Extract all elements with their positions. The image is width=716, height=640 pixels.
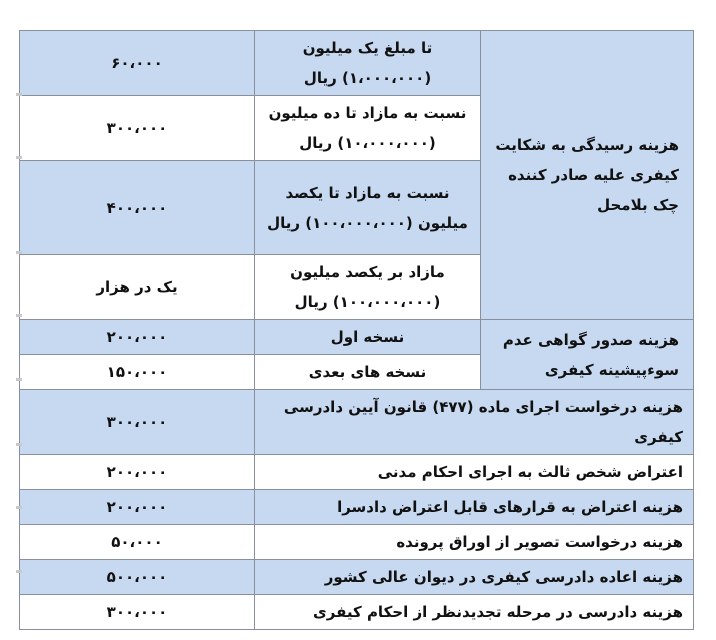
desc-cell: نسخه اول [255,320,481,355]
desc-cell: هزینه درخواست تصویر از اوراق پرونده [255,525,694,560]
desc-cell: هزینه درخواست اجرای ماده (۴۷۷) قانون آیین دادرسی کیفری [255,390,694,455]
amount-cell: ۲۰۰،۰۰۰ [20,490,255,525]
amount-cell: ۳۰۰،۰۰۰ [20,595,255,630]
amount-cell: ۴۰۰،۰۰۰ [20,161,255,255]
amount-cell: یک در هزار [20,255,255,320]
amount-cell: ۵۰،۰۰۰ [20,525,255,560]
row-marker [16,314,22,317]
fee-table [19,30,694,630]
desc-cell: تا مبلغ یک میلیون (۱،۰۰۰،۰۰۰) ریال [255,31,481,96]
desc-cell: نسخه های بعدی [255,355,481,390]
category-cell: هزینه رسیدگی به شکایت کیفری علیه صادر کننده چک بلامحل [481,31,694,320]
desc-cell: هزینه دادرسی در مرحله تجدیدنظر از احکام کیفری [255,595,694,630]
table-row [20,390,694,455]
desc-cell: نسبت به مازاد تا یکصد میلیون (۱۰۰،۰۰۰،۰۰۰) ریال [255,161,481,255]
table-row [20,455,694,490]
amount-cell: ۲۰۰،۰۰۰ [20,455,255,490]
amount-cell: ۱۵۰،۰۰۰ [20,355,255,390]
table-row [20,320,694,355]
table-row [20,31,694,96]
category-cell: هزینه صدور گواهی عدم سوءپیشینه کیفری [481,320,694,390]
desc-cell: نسبت به مازاد تا ده میلیون (۱۰،۰۰۰،۰۰۰) ریال [255,96,481,161]
row-marker [16,570,22,573]
amount-cell: ۳۰۰،۰۰۰ [20,390,255,455]
desc-cell: اعتراض شخص ثالث به اجرای احکام مدنی [255,455,694,490]
row-marker [16,378,22,381]
desc-cell: هزینه اعاده دادرسی کیفری در دیوان عالی کشور [255,560,694,595]
amount-cell: ۶۰،۰۰۰ [20,31,255,96]
desc-cell: مازاد بر یکصد میلیون (۱۰۰،۰۰۰،۰۰۰) ریال [255,255,481,320]
row-marker [16,93,22,96]
desc-cell: هزینه اعتراض به قرارهای قابل اعتراض دادسرا [255,490,694,525]
amount-cell: ۳۰۰،۰۰۰ [20,96,255,161]
table-row [20,490,694,525]
table-row [20,525,694,560]
amount-cell: ۲۰۰،۰۰۰ [20,320,255,355]
row-marker [16,506,22,509]
row-marker [16,251,22,254]
row-marker [16,156,22,159]
table-row [20,560,694,595]
table-row [20,595,694,630]
row-marker [16,443,22,446]
amount-cell: ۵۰۰،۰۰۰ [20,560,255,595]
